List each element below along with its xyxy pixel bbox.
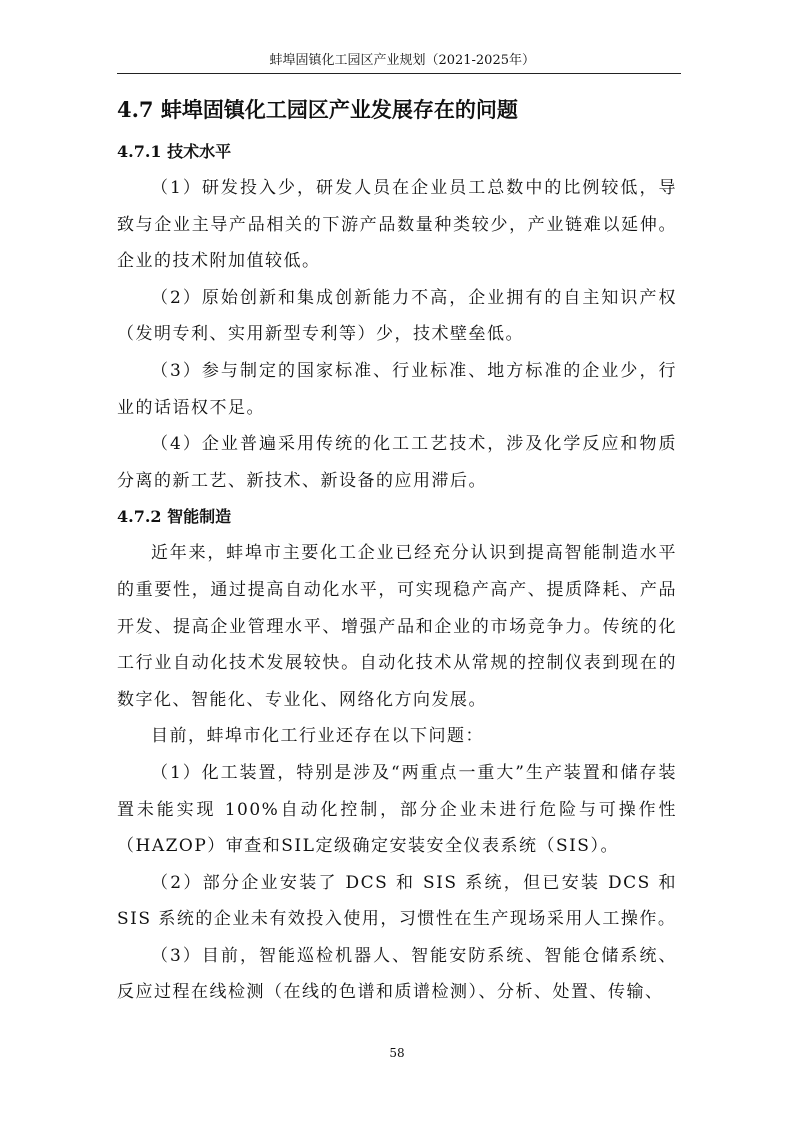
- subsection-title-technology-level: 4.7.1 技术水平: [117, 142, 232, 161]
- running-header-title: 蚌埠固镇化工园区产业规划（2021-2025年）: [269, 53, 535, 68]
- paragraph: （4）企业普遍采用传统的化工工艺技术，涉及化学反应和物质分离的新工艺、新技术、新设备的应用滞后。: [117, 434, 677, 491]
- page-number: 58: [389, 1046, 405, 1060]
- running-header: [117, 51, 681, 74]
- paragraph: （2）原始创新和集成创新能力不高，企业拥有的自主知识产权（发明专利、实用新型专利等）少，技术壁垒低。: [117, 287, 677, 345]
- paragraph: 目前，蚌埠市化工行业还存在以下问题：: [151, 726, 484, 747]
- section-title: 4.7 蚌埠固镇化工园区产业发展存在的问题: [117, 97, 518, 122]
- paragraph: （1）化工装置，特别是涉及“两重点一重大”生产装置和储存装置未能实现 100%自动化控制，部分企业未进行危险与可操作性（HAZOP）审查和SIL定级确定安装安全仪表系统（SIS）。: [117, 762, 677, 857]
- paragraph: （3）目前，智能巡检机器人、智能安防系统、智能仓储系统、反应过程在线检测（在线的色谱和质谱检测）、分析、处置、传输、: [117, 945, 677, 1003]
- page-body: [117, 90, 677, 1011]
- paragraph: （3）参与制定的国家标准、行业标准、地方标准的企业少，行业的话语权不足。: [117, 360, 677, 418]
- subsection-title-smart-manufacturing: 4.7.2 智能制造: [117, 507, 232, 527]
- paragraph: 近年来，蚌埠市主要化工企业已经充分认识到提高智能制造水平的重要性，通过提高自动化水平，可实现稳产高产、提质降耗、产品开发、提高企业管理水平、增强产品和企业的市场竞争力。传统的化工行业自动化技术发展较快。自动化技术从常规的控制仪表到现在的数字化、智能化、专业化、网络化方向发展。: [117, 543, 677, 710]
- paragraph: （2）部分企业安装了 DCS 和 SIS 系统，但已安装 DCS 和 SIS 系统的企业未有效投入使用，习惯性在生产现场采用人工操作。: [117, 872, 677, 930]
- paragraph: （1）研发投入少，研发人员在企业员工总数中的比例较低，导致与企业主导产品相关的下游产品数量种类较少，产业链难以延伸。企业的技术附加值较低。: [117, 178, 677, 272]
